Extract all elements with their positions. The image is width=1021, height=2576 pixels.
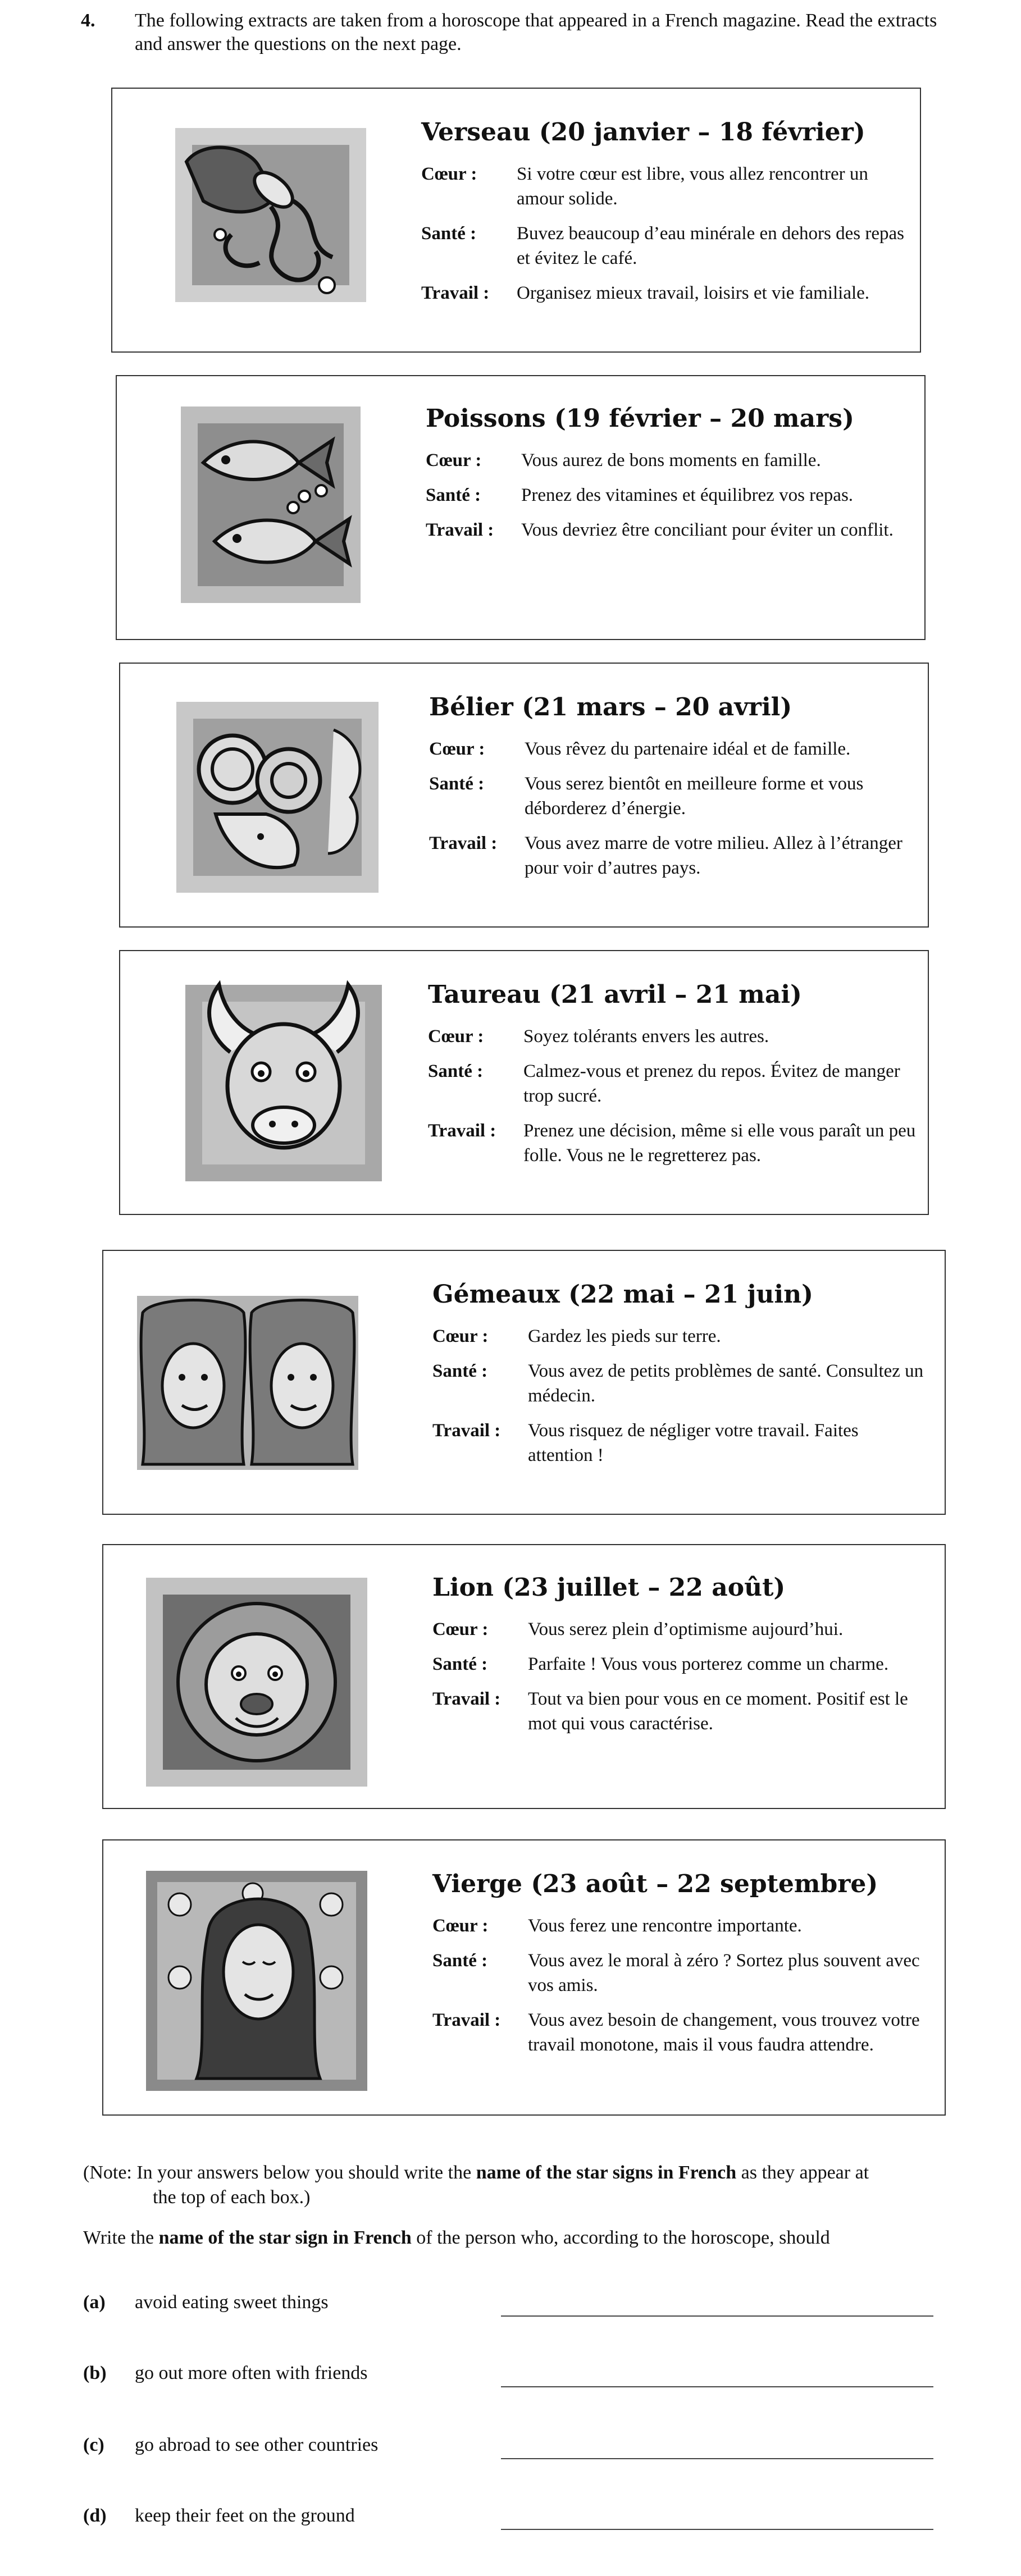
answer-line-c[interactable] xyxy=(501,2458,933,2459)
aries-icon xyxy=(165,696,390,898)
question-letter: (c) xyxy=(83,2435,104,2455)
text-coeur: Vous rêvez du partenaire idéal et de famille. xyxy=(525,739,851,759)
horoscope-box-vierge xyxy=(102,1839,946,2116)
answer-line-d[interactable] xyxy=(501,2529,933,2530)
entry-coeur xyxy=(421,162,904,211)
label-sante: Santé : xyxy=(421,223,477,244)
entry-coeur xyxy=(432,1324,927,1349)
taurus-icon xyxy=(174,974,392,1194)
instruction xyxy=(83,2226,959,2250)
note-line2: the top of each box.) xyxy=(153,2187,311,2208)
label-coeur: Cœur : xyxy=(432,1916,489,1936)
gemini-icon xyxy=(131,1290,364,1476)
entry-sante xyxy=(432,1359,927,1408)
question-text: avoid eating sweet things xyxy=(135,2292,329,2313)
text-travail: Organisez mieux travail, loisirs et vie familiale. xyxy=(517,283,870,303)
question-number: 4. xyxy=(81,10,95,31)
entry-sante xyxy=(432,1652,927,1677)
text-travail: Prenez une décision, même si elle vous paraît un peu folle. Vous ne le regretterez pas. xyxy=(523,1121,916,1166)
question-text: go out more often with friends xyxy=(135,2363,368,2383)
text-coeur: Vous ferez une rencontre importante. xyxy=(528,1916,802,1936)
entry-sante xyxy=(421,221,904,271)
note-bold: name of the star signs in French xyxy=(476,2162,737,2183)
label-travail: Travail : xyxy=(426,520,494,540)
sign-title: Verseau (20 janvier – 18 février) xyxy=(421,118,865,147)
label-coeur: Cœur : xyxy=(426,450,482,471)
label-sante: Santé : xyxy=(432,1951,488,1971)
question-intro: The following extracts are taken from a horoscope that appeared in a French magazine. Read the extracts and answer the questions on the next page. xyxy=(135,10,937,54)
label-sante: Santé : xyxy=(428,1061,484,1081)
entry-travail xyxy=(426,518,909,542)
label-coeur: Cœur : xyxy=(428,1026,484,1047)
pisces-icon xyxy=(164,401,377,610)
text-travail: Vous risquez de négliger votre travail. Faites attention ! xyxy=(528,1421,859,1465)
text-sante: Vous avez le moral à zéro ? Sortez plus souvent avec vos amis. xyxy=(528,1951,920,1995)
instruction-bold: name of the star sign in French xyxy=(158,2227,412,2248)
instruction-prefix: Write the xyxy=(83,2227,159,2248)
note-prefix: (Note: In your answers below you should write the xyxy=(83,2162,476,2183)
question-letter: (b) xyxy=(83,2363,107,2383)
entry-coeur xyxy=(429,737,912,761)
horoscope-box-gemeaux xyxy=(102,1250,946,1515)
label-travail: Travail : xyxy=(432,1689,501,1709)
text-sante: Buvez beaucoup d’eau minérale en dehors des repas et évitez le café. xyxy=(517,223,904,268)
question-c xyxy=(83,2435,948,2463)
answer-line-a[interactable] xyxy=(501,2315,933,2317)
horoscope-box-verseau xyxy=(111,88,921,353)
text-sante: Parfaite ! Vous vous porterez comme un charme. xyxy=(528,1654,889,1674)
label-sante: Santé : xyxy=(429,774,485,794)
entry-coeur xyxy=(426,448,909,473)
text-sante: Vous serez bientôt en meilleure forme et vous déborderez d’énergie. xyxy=(525,774,864,819)
entry-travail xyxy=(432,1418,927,1468)
entry-travail xyxy=(429,831,912,880)
label-coeur: Cœur : xyxy=(432,1326,489,1346)
entry-travail xyxy=(421,281,904,305)
label-coeur: Cœur : xyxy=(432,1619,489,1639)
entry-coeur xyxy=(428,1024,917,1049)
label-travail: Travail : xyxy=(432,1421,501,1441)
horoscope-box-poissons xyxy=(116,375,926,640)
text-travail: Vous avez marre de votre milieu. Allez à l’étranger pour voir d’autres pays. xyxy=(525,833,903,878)
question-d xyxy=(83,2505,948,2533)
question-b xyxy=(83,2363,948,2391)
sign-title: Lion (23 juillet – 22 août) xyxy=(432,1573,786,1602)
text-travail: Vous avez besoin de changement, vous trouvez votre travail monotone, mais il vous faudra attendre. xyxy=(528,2010,920,2055)
entry-travail xyxy=(428,1118,917,1168)
question-text: go abroad to see other countries xyxy=(135,2435,379,2455)
text-sante: Prenez des vitamines et équilibrez vos repas. xyxy=(521,485,854,505)
entry-sante xyxy=(426,483,909,508)
label-travail: Travail : xyxy=(429,833,498,853)
text-coeur: Vous aurez de bons moments en famille. xyxy=(521,450,821,471)
horoscope-box-belier xyxy=(119,663,929,928)
horoscope-box-taureau xyxy=(119,950,929,1215)
horoscope-box-lion xyxy=(102,1544,946,1809)
label-coeur: Cœur : xyxy=(429,739,485,759)
sign-title: Bélier (21 mars – 20 avril) xyxy=(429,693,792,721)
label-travail: Travail : xyxy=(421,283,490,303)
text-travail: Vous devriez être conciliant pour éviter un conflit. xyxy=(521,520,894,540)
text-coeur: Gardez les pieds sur terre. xyxy=(528,1326,721,1346)
entry-sante xyxy=(428,1059,917,1108)
text-travail: Tout va bien pour vous en ce moment. Positif est le mot qui vous caractérise. xyxy=(528,1689,908,1734)
text-coeur: Soyez tolérants envers les autres. xyxy=(523,1026,769,1047)
text-coeur: Vous serez plein d’optimisme aujourd’hui. xyxy=(528,1619,844,1639)
text-coeur: Si votre cœur est libre, vous allez rencontrer un amour solide. xyxy=(517,164,868,209)
sign-title: Gémeaux (22 mai – 21 juin) xyxy=(432,1280,813,1309)
virgo-icon xyxy=(140,1865,373,2097)
aquarius-icon xyxy=(164,122,377,308)
label-coeur: Cœur : xyxy=(421,164,477,184)
question-a xyxy=(83,2292,948,2320)
text-sante: Calmez-vous et prenez du repos. Évitez de manger trop sucré. xyxy=(523,1061,900,1106)
entry-coeur xyxy=(432,1913,927,1938)
label-sante: Santé : xyxy=(432,1361,488,1381)
leo-icon xyxy=(140,1572,373,1792)
question-letter: (a) xyxy=(83,2292,106,2313)
text-sante: Vous avez de petits problèmes de santé. Consultez un médecin. xyxy=(528,1361,924,1406)
entry-travail xyxy=(432,2008,927,2057)
entry-travail xyxy=(432,1687,927,1736)
answer-note xyxy=(83,2161,959,2210)
sign-title: Taureau (21 avril – 21 mai) xyxy=(428,980,802,1009)
label-travail: Travail : xyxy=(432,2010,501,2030)
label-sante: Santé : xyxy=(432,1654,488,1674)
label-travail: Travail : xyxy=(428,1121,496,1141)
note-suffix: as they appear at xyxy=(736,2162,869,2183)
instruction-suffix: of the person who, according to the horoscope, should xyxy=(411,2227,830,2248)
label-sante: Santé : xyxy=(426,485,481,505)
question-letter: (d) xyxy=(83,2505,107,2526)
entry-coeur xyxy=(432,1617,927,1642)
entry-sante xyxy=(429,771,912,821)
question-text: keep their feet on the ground xyxy=(135,2505,355,2526)
answer-line-b[interactable] xyxy=(501,2386,933,2387)
sign-title: Poissons (19 février – 20 mars) xyxy=(426,404,854,433)
entry-sante xyxy=(432,1948,927,1998)
sign-title: Vierge (23 août – 22 septembre) xyxy=(432,1870,878,1898)
